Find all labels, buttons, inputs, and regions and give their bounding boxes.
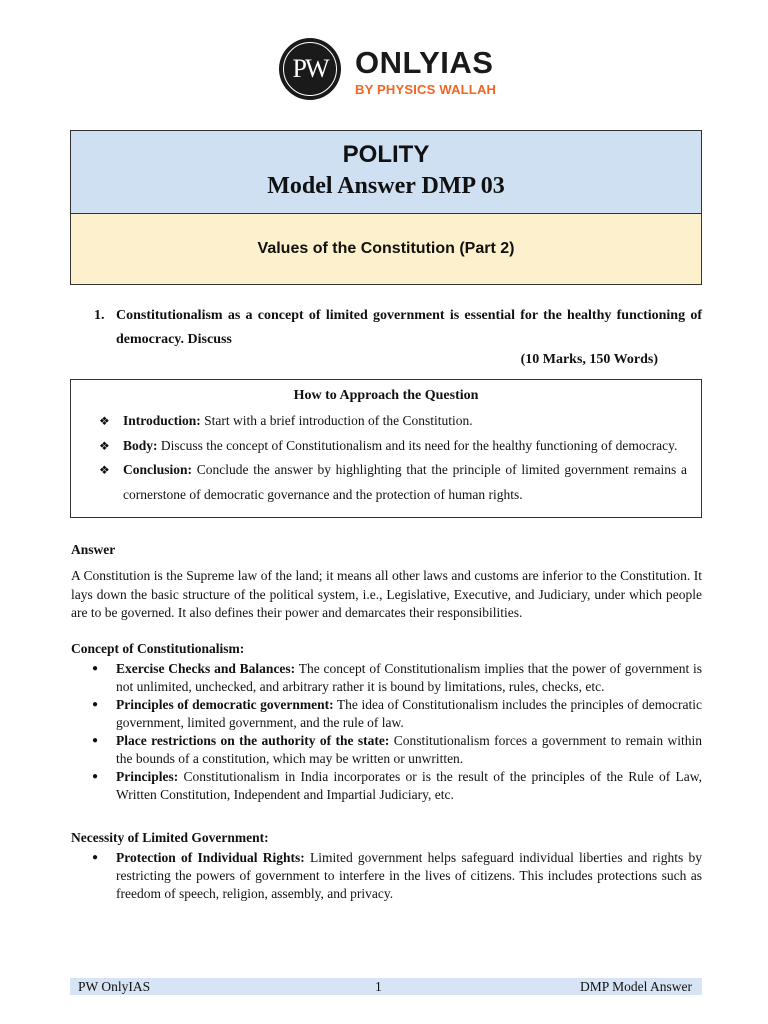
concept-item-label: Exercise Checks and Balances: — [116, 661, 296, 676]
topic-title: Values of the Constitution (Part 2) — [71, 214, 701, 284]
approach-item-label: Introduction: — [123, 413, 201, 428]
concept-item-label: Place restrictions on the authority of the state: — [116, 733, 390, 748]
approach-title: How to Approach the Question — [293, 388, 479, 403]
diamond-bullet-icon: ❖ — [99, 414, 110, 428]
concept-item — [71, 732, 702, 768]
approach-item-text: Discuss the concept of Constitutionalism and its need for the healthy functioning of democracy. — [157, 437, 678, 453]
concept-item — [71, 696, 702, 732]
footer-brand: PW OnlyIAS — [78, 979, 151, 994]
diamond-bullet-icon: ❖ — [99, 438, 110, 453]
necessity-heading: Necessity of Limited Government: — [71, 830, 269, 845]
bullet-icon: ● — [92, 771, 99, 782]
necessity-list — [71, 849, 702, 903]
question-marks: (10 Marks, 150 Words) — [520, 352, 658, 367]
approach-item-label: Body: — [123, 437, 158, 453]
approach-list — [99, 409, 687, 507]
pw-circle-logo-icon: PW — [279, 38, 341, 100]
model-answer-title: Model Answer DMP 03 — [267, 173, 505, 199]
concept-list — [71, 660, 702, 804]
approach-item — [99, 409, 687, 434]
concept-item-text: The concept of Constitutionalism implies that the power of government is not unlimited, unchecked, and arbitrary rather it is bound by limitations, rules, checks, etc. — [116, 661, 703, 694]
title-header — [71, 131, 701, 214]
approach-item — [99, 458, 687, 507]
necessity-item-text: Limited government helps safeguard individual liberties and rights by restricting the powers of government to interfere in the lives of citizens. This includes protections such as freedom of speech, religion, assembly, and privacy. — [116, 850, 702, 901]
concept-heading: Concept of Constitutionalism: — [71, 641, 245, 656]
approach-item-text: Conclude the answer by highlighting that the principle of limited government remains a cornerstone of democratic governance and the protection of human rights. — [123, 462, 687, 502]
approach-item-text: Start with a brief introduction of the Constitution. — [200, 413, 473, 428]
bullet-icon: ● — [92, 852, 99, 863]
concept-item-text: The idea of Constitutionalism includes the principles of democratic government, limited government, and the rule of law. — [116, 697, 703, 730]
approach-item — [99, 434, 687, 459]
pw-onlyias-logo — [279, 38, 499, 102]
page-footer — [70, 978, 702, 995]
concept-item-label: Principles: — [116, 769, 179, 784]
necessity-item-label: Protection of Individual Rights: — [116, 850, 305, 865]
footer-doc-title: DMP Model Answer — [579, 979, 692, 994]
question-number: 1. — [94, 308, 105, 323]
bullet-icon: ● — [92, 699, 99, 710]
bullet-icon: ● — [92, 663, 99, 674]
bullet-icon: ● — [92, 735, 99, 746]
necessity-item — [71, 849, 702, 903]
concept-item-text: Constitutionalism in India incorporates or is the result of the principles of the Rule of Law, Written Constitution, Independent and Impartial Judiciary, etc. — [116, 769, 702, 802]
approach-box — [70, 379, 702, 518]
question-block — [94, 304, 702, 352]
concept-item — [71, 660, 702, 696]
subject-title: POLITY — [342, 141, 430, 168]
question-text: Constitutionalism as a concept of limited government is essential for the healthy functioning of democracy. Discuss — [116, 308, 702, 347]
answer-heading: Answer — [71, 542, 116, 557]
diamond-bullet-icon: ❖ — [99, 463, 110, 477]
concept-item-label: Principles of democratic government: — [116, 697, 334, 712]
answer-intro: A Constitution is the Supreme law of the land; it means all other laws and customs are inferior to the Constitution. It lays down the basic structure of the political system, i.e., Legislative, Executive, and Judiciary, under which people are to be governed. It also defines their power and demarcates their responsibilities. — [71, 568, 702, 620]
page-number: 1 — [375, 979, 382, 994]
title-box — [70, 130, 702, 285]
approach-item-label: Conclusion: — [123, 462, 193, 477]
brand-tagline: BY PHYSICS WALLAH — [355, 82, 497, 97]
brand-name: ONLYIAS — [355, 45, 494, 80]
concept-item — [71, 768, 702, 804]
concept-item-text: Constitutionalism forces a government to remain within the bounds of a constitution, which may be written or unwritten. — [116, 733, 702, 766]
